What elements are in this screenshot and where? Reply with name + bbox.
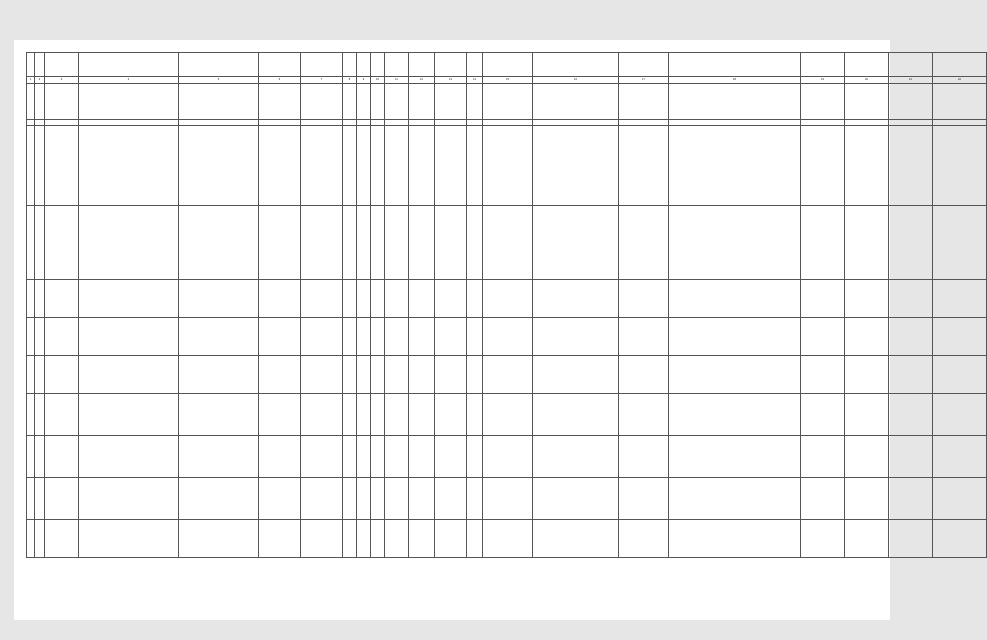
table-row: [27, 126, 987, 206]
column-number: 10: [371, 77, 385, 84]
table-cell: [259, 318, 301, 356]
table-cell: [371, 520, 385, 558]
table-cell: [179, 394, 259, 436]
table-cell: [371, 280, 385, 318]
table-cell: [357, 84, 371, 120]
table-cell: [467, 478, 483, 520]
table-cell: [435, 206, 467, 280]
table-cell: [259, 126, 301, 206]
table-cell: [669, 318, 801, 356]
table-cell: [179, 478, 259, 520]
table-cell: [669, 126, 801, 206]
table-cell: [79, 394, 179, 436]
table-cell: [409, 478, 435, 520]
table-body: [27, 84, 987, 558]
table-cell: [301, 478, 343, 520]
column-number: 20: [845, 77, 889, 84]
table-cell: [933, 356, 987, 394]
column-number: 14: [467, 77, 483, 84]
table-cell: [409, 84, 435, 120]
column-number: 7: [301, 77, 343, 84]
table-cell: [27, 126, 35, 206]
table-cell: [467, 84, 483, 120]
table-cell: [467, 280, 483, 318]
table-cell: [801, 394, 845, 436]
column-header: [35, 53, 45, 77]
document-page: [14, 40, 961, 620]
table-cell: [619, 206, 669, 280]
table-cell: [435, 478, 467, 520]
table-cell: [533, 318, 619, 356]
column-number: 5: [179, 77, 259, 84]
column-number: 2: [35, 77, 45, 84]
table-cell: [435, 520, 467, 558]
table-cell: [619, 84, 669, 120]
table-cell: [371, 356, 385, 394]
table-cell: [259, 478, 301, 520]
table-cell: [179, 206, 259, 280]
table-cell: [845, 436, 889, 478]
table-cell: [35, 520, 45, 558]
table-cell: [845, 280, 889, 318]
table-cell: [409, 436, 435, 478]
table-cell: [343, 436, 357, 478]
table-cell: [467, 436, 483, 478]
table-cell: [483, 280, 533, 318]
table-cell: [45, 318, 79, 356]
table-cell: [619, 436, 669, 478]
table-cell: [483, 436, 533, 478]
table-cell: [301, 318, 343, 356]
table-cell: [889, 436, 933, 478]
table-row: [27, 520, 987, 558]
table-cell: [845, 394, 889, 436]
table-cell: [27, 84, 35, 120]
data-table: [26, 52, 987, 558]
table-cell: [179, 520, 259, 558]
column-number: 8: [343, 77, 357, 84]
table-cell: [357, 394, 371, 436]
table-row: [27, 84, 987, 120]
table-cell: [79, 356, 179, 394]
table-cell: [301, 280, 343, 318]
column-header: [933, 53, 987, 77]
table-cell: [79, 436, 179, 478]
column-number: 19: [801, 77, 845, 84]
table-row: [27, 394, 987, 436]
table-cell: [933, 126, 987, 206]
table-cell: [301, 394, 343, 436]
column-header: [259, 53, 301, 77]
table-row: [27, 206, 987, 280]
table-cell: [79, 280, 179, 318]
table-cell: [301, 126, 343, 206]
table-cell: [801, 520, 845, 558]
table-cell: [801, 436, 845, 478]
column-number: 1: [27, 77, 35, 84]
table-cell: [343, 394, 357, 436]
table-cell: [533, 84, 619, 120]
table-cell: [533, 126, 619, 206]
table-cell: [259, 84, 301, 120]
table-cell: [483, 478, 533, 520]
table-cell: [409, 206, 435, 280]
table-cell: [533, 478, 619, 520]
table-cell: [467, 394, 483, 436]
table-cell: [533, 394, 619, 436]
table-cell: [357, 318, 371, 356]
table-cell: [371, 394, 385, 436]
table-cell: [259, 356, 301, 394]
table-cell: [409, 394, 435, 436]
table-cell: [35, 206, 45, 280]
column-header: [79, 53, 179, 77]
table-cell: [435, 318, 467, 356]
table-cell: [801, 126, 845, 206]
table-cell: [357, 478, 371, 520]
column-number: 3: [45, 77, 79, 84]
column-number: 21: [889, 77, 933, 84]
table-cell: [301, 206, 343, 280]
table-cell: [889, 206, 933, 280]
table-cell: [385, 356, 409, 394]
table-row: [27, 478, 987, 520]
table-cell: [483, 520, 533, 558]
table-cell: [933, 478, 987, 520]
table-cell: [385, 126, 409, 206]
table-cell: [409, 520, 435, 558]
table-cell: [889, 280, 933, 318]
table-cell: [533, 520, 619, 558]
table-cell: [259, 280, 301, 318]
table-cell: [301, 84, 343, 120]
table-cell: [343, 206, 357, 280]
column-header: [619, 53, 669, 77]
table-cell: [933, 206, 987, 280]
table-cell: [259, 436, 301, 478]
table-cell: [483, 394, 533, 436]
column-header: [409, 53, 435, 77]
table-cell: [889, 394, 933, 436]
table-cell: [79, 126, 179, 206]
column-header: [301, 53, 343, 77]
table-cell: [845, 318, 889, 356]
table-cell: [801, 280, 845, 318]
table-cell: [357, 206, 371, 280]
table-cell: [801, 84, 845, 120]
table-row: [27, 280, 987, 318]
table-cell: [301, 436, 343, 478]
table-cell: [619, 280, 669, 318]
table-cell: [259, 520, 301, 558]
table-cell: [343, 280, 357, 318]
table-cell: [533, 356, 619, 394]
column-number: 15: [483, 77, 533, 84]
table-cell: [371, 318, 385, 356]
table-cell: [483, 318, 533, 356]
table-cell: [179, 126, 259, 206]
table-cell: [435, 436, 467, 478]
table-cell: [483, 126, 533, 206]
table-cell: [669, 356, 801, 394]
table-row: [27, 318, 987, 356]
table-cell: [45, 394, 79, 436]
table-cell: [483, 206, 533, 280]
table-cell: [35, 436, 45, 478]
column-number: 18: [669, 77, 801, 84]
table-cell: [45, 356, 79, 394]
table-cell: [301, 356, 343, 394]
table-cell: [619, 478, 669, 520]
table-cell: [79, 206, 179, 280]
table-cell: [889, 478, 933, 520]
table-cell: [27, 318, 35, 356]
table-cell: [385, 394, 409, 436]
table-cell: [889, 318, 933, 356]
table-cell: [669, 436, 801, 478]
column-header: [845, 53, 889, 77]
table-cell: [845, 126, 889, 206]
table-cell: [45, 84, 79, 120]
table-cell: [179, 436, 259, 478]
table-cell: [889, 126, 933, 206]
table-cell: [845, 356, 889, 394]
table-cell: [79, 318, 179, 356]
table-cell: [357, 520, 371, 558]
column-header: [385, 53, 409, 77]
table-cell: [259, 394, 301, 436]
column-header: [371, 53, 385, 77]
table-cell: [45, 280, 79, 318]
column-header: [343, 53, 357, 77]
table-cell: [45, 478, 79, 520]
table-cell: [619, 318, 669, 356]
table-cell: [409, 356, 435, 394]
table-cell: [669, 394, 801, 436]
table-cell: [619, 520, 669, 558]
table-cell: [35, 394, 45, 436]
table-cell: [889, 520, 933, 558]
column-number: 22: [933, 77, 987, 84]
table-cell: [179, 84, 259, 120]
table-cell: [35, 84, 45, 120]
table-cell: [27, 394, 35, 436]
column-header: [889, 53, 933, 77]
table-cell: [933, 436, 987, 478]
column-header: [45, 53, 79, 77]
table-cell: [385, 520, 409, 558]
table-cell: [483, 356, 533, 394]
column-number: 17: [619, 77, 669, 84]
table-cell: [343, 126, 357, 206]
table-cell: [357, 280, 371, 318]
column-number: 6: [259, 77, 301, 84]
column-header: [435, 53, 467, 77]
table-cell: [27, 206, 35, 280]
table-cell: [845, 206, 889, 280]
table-cell: [179, 356, 259, 394]
table-cell: [669, 206, 801, 280]
table-cell: [259, 206, 301, 280]
table-cell: [385, 280, 409, 318]
table-cell: [801, 356, 845, 394]
table-cell: [179, 280, 259, 318]
table-cell: [179, 318, 259, 356]
table-cell: [845, 84, 889, 120]
table-cell: [933, 280, 987, 318]
table-cell: [385, 84, 409, 120]
table-cell: [343, 520, 357, 558]
table-cell: [27, 436, 35, 478]
column-number: 11: [385, 77, 409, 84]
table-cell: [357, 126, 371, 206]
table-cell: [801, 318, 845, 356]
column-number: 16: [533, 77, 619, 84]
table-cell: [371, 126, 385, 206]
table-cell: [409, 126, 435, 206]
table-cell: [435, 126, 467, 206]
table-cell: [343, 318, 357, 356]
column-header: [179, 53, 259, 77]
table-cell: [619, 356, 669, 394]
table-cell: [45, 126, 79, 206]
table-cell: [619, 126, 669, 206]
table-cell: [467, 126, 483, 206]
table-cell: [933, 520, 987, 558]
table-cell: [371, 478, 385, 520]
table-cell: [343, 84, 357, 120]
table-cell: [371, 436, 385, 478]
table-cell: [933, 84, 987, 120]
table-cell: [845, 520, 889, 558]
table-cell: [533, 280, 619, 318]
table-cell: [889, 84, 933, 120]
table-cell: [45, 436, 79, 478]
table-cell: [385, 318, 409, 356]
table-cell: [467, 318, 483, 356]
table-cell: [889, 356, 933, 394]
table-cell: [27, 356, 35, 394]
table-row: [27, 356, 987, 394]
header-row: [27, 53, 987, 77]
table-cell: [467, 356, 483, 394]
table-cell: [801, 206, 845, 280]
column-number-row: [27, 77, 987, 84]
table-cell: [409, 318, 435, 356]
table-cell: [371, 84, 385, 120]
table-cell: [45, 206, 79, 280]
column-header: [357, 53, 371, 77]
table-cell: [343, 356, 357, 394]
table-cell: [35, 356, 45, 394]
table-cell: [27, 280, 35, 318]
column-number: 12: [409, 77, 435, 84]
table-cell: [35, 318, 45, 356]
table-cell: [845, 478, 889, 520]
table-cell: [27, 478, 35, 520]
column-header: [27, 53, 35, 77]
table-cell: [35, 126, 45, 206]
table-cell: [385, 436, 409, 478]
column-header: [467, 53, 483, 77]
table-cell: [357, 436, 371, 478]
table-cell: [669, 280, 801, 318]
table-row: [27, 436, 987, 478]
table-cell: [435, 84, 467, 120]
column-header: [483, 53, 533, 77]
table-cell: [409, 280, 435, 318]
column-number: 9: [357, 77, 371, 84]
table-cell: [35, 478, 45, 520]
table-cell: [79, 478, 179, 520]
column-header: [669, 53, 801, 77]
table-cell: [385, 206, 409, 280]
column-header: [533, 53, 619, 77]
table-cell: [435, 356, 467, 394]
table-cell: [35, 280, 45, 318]
table-cell: [533, 436, 619, 478]
table-cell: [79, 84, 179, 120]
table-cell: [619, 394, 669, 436]
table-cell: [801, 478, 845, 520]
table-cell: [483, 84, 533, 120]
table-cell: [27, 520, 35, 558]
table-cell: [357, 356, 371, 394]
column-number: 13: [435, 77, 467, 84]
table-cell: [79, 520, 179, 558]
table-cell: [343, 478, 357, 520]
table-cell: [933, 318, 987, 356]
table-cell: [385, 478, 409, 520]
column-number: 4: [79, 77, 179, 84]
table-header: [27, 53, 987, 84]
table-cell: [467, 520, 483, 558]
table-cell: [45, 520, 79, 558]
table-cell: [533, 206, 619, 280]
table-cell: [669, 84, 801, 120]
table-cell: [435, 394, 467, 436]
table-cell: [301, 520, 343, 558]
table-cell: [933, 394, 987, 436]
table-cell: [669, 478, 801, 520]
table-cell: [435, 280, 467, 318]
table-cell: [371, 206, 385, 280]
column-header: [801, 53, 845, 77]
table-cell: [467, 206, 483, 280]
table-cell: [669, 520, 801, 558]
